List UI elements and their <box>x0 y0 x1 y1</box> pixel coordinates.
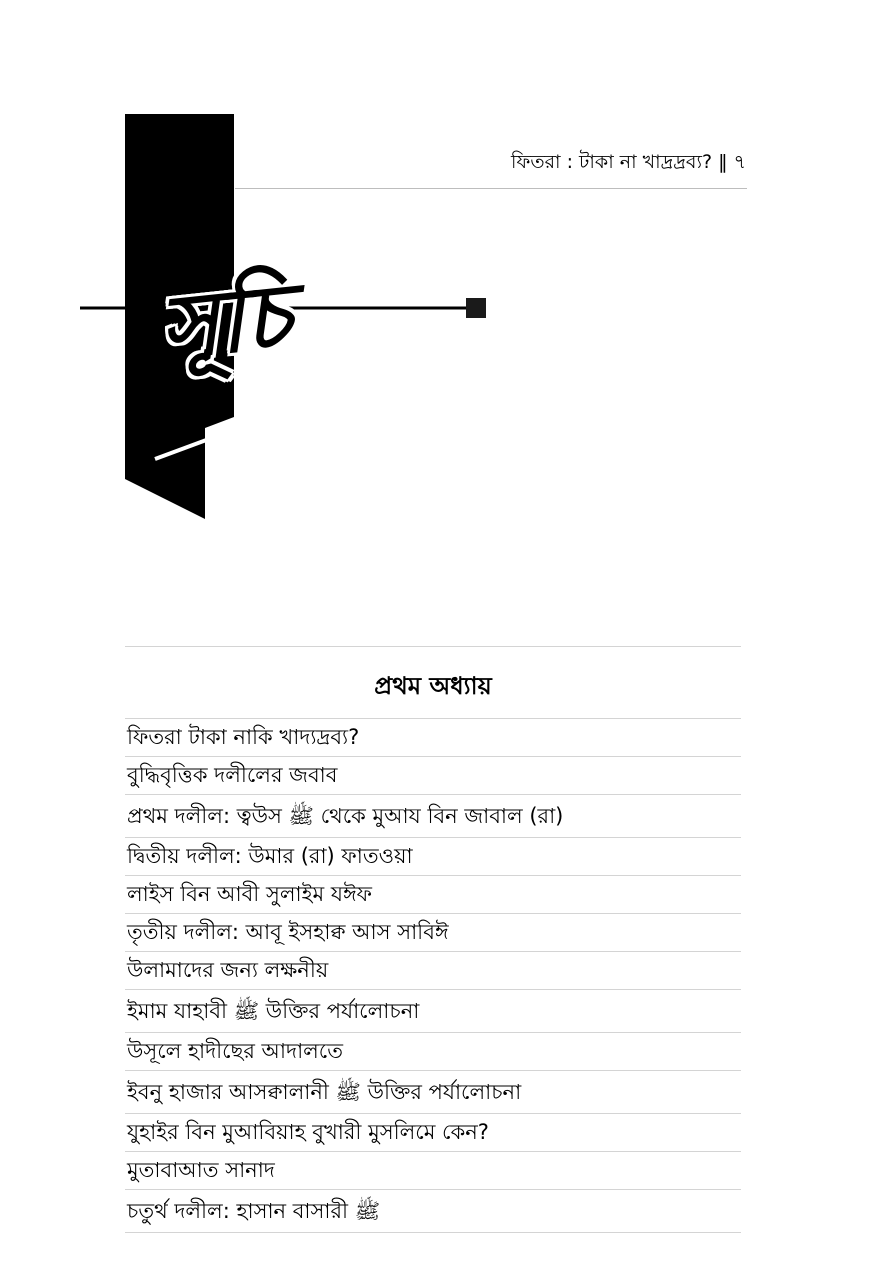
toc-entry: তৃতীয় দলীল: আবূ ইসহাক্ব আস সাবিঈ <box>125 914 741 952</box>
toc-entry: লাইস বিন আবী সুলাইম যঈফ <box>125 876 741 914</box>
section-title: সূচি <box>154 263 296 380</box>
toc-entry: বুদ্ধিবৃত্তিক দলীলের জবাব <box>125 757 741 795</box>
toc-entry: চতুর্থ দলীল: হাসান বাসারী ﷺ <box>125 1190 741 1233</box>
title-ornament <box>0 0 870 560</box>
page-number: ৭ <box>733 151 746 173</box>
toc-entry: উসূলে হাদীছের আদালতে <box>125 1033 741 1071</box>
toc-entry: ফিতরা টাকা নাকি খাদ্যদ্রব্য? <box>125 719 741 757</box>
toc-entry: মুতাবাআত সানাদ <box>125 1152 741 1190</box>
toc-entry: উলামাদের জন্য লক্ষনীয় <box>125 952 741 990</box>
toc-entry: ইমাম যাহাবী ﷺ উক্তির পর্যালোচনা <box>125 990 741 1033</box>
toc-entry: ইবনু হাজার আসক্বালানী ﷺ উক্তির পর্যালোচনা <box>125 1071 741 1114</box>
running-header-title: ফিতরা : টাকা না খাদ্রদ্রব্য? <box>511 151 713 173</box>
toc-top-rule <box>125 646 741 647</box>
toc-entry: যুহাইর বিন মুআবিয়াহ বুখারী মুসলিমে কেন? <box>125 1114 741 1152</box>
ornament-square <box>466 298 486 318</box>
chapter-heading: প্রথম অধ্যায় <box>374 672 492 700</box>
running-header-separator: ‖ <box>718 151 728 173</box>
toc-entry: দ্বিতীয় দলীল: উমার (রা) ফাতওয়া <box>125 838 741 876</box>
table-of-contents <box>125 718 741 1233</box>
toc-entry: প্রথম দলীল: ত্বউস ﷺ থেকে মুআয বিন জাবাল (রা) <box>125 795 741 838</box>
